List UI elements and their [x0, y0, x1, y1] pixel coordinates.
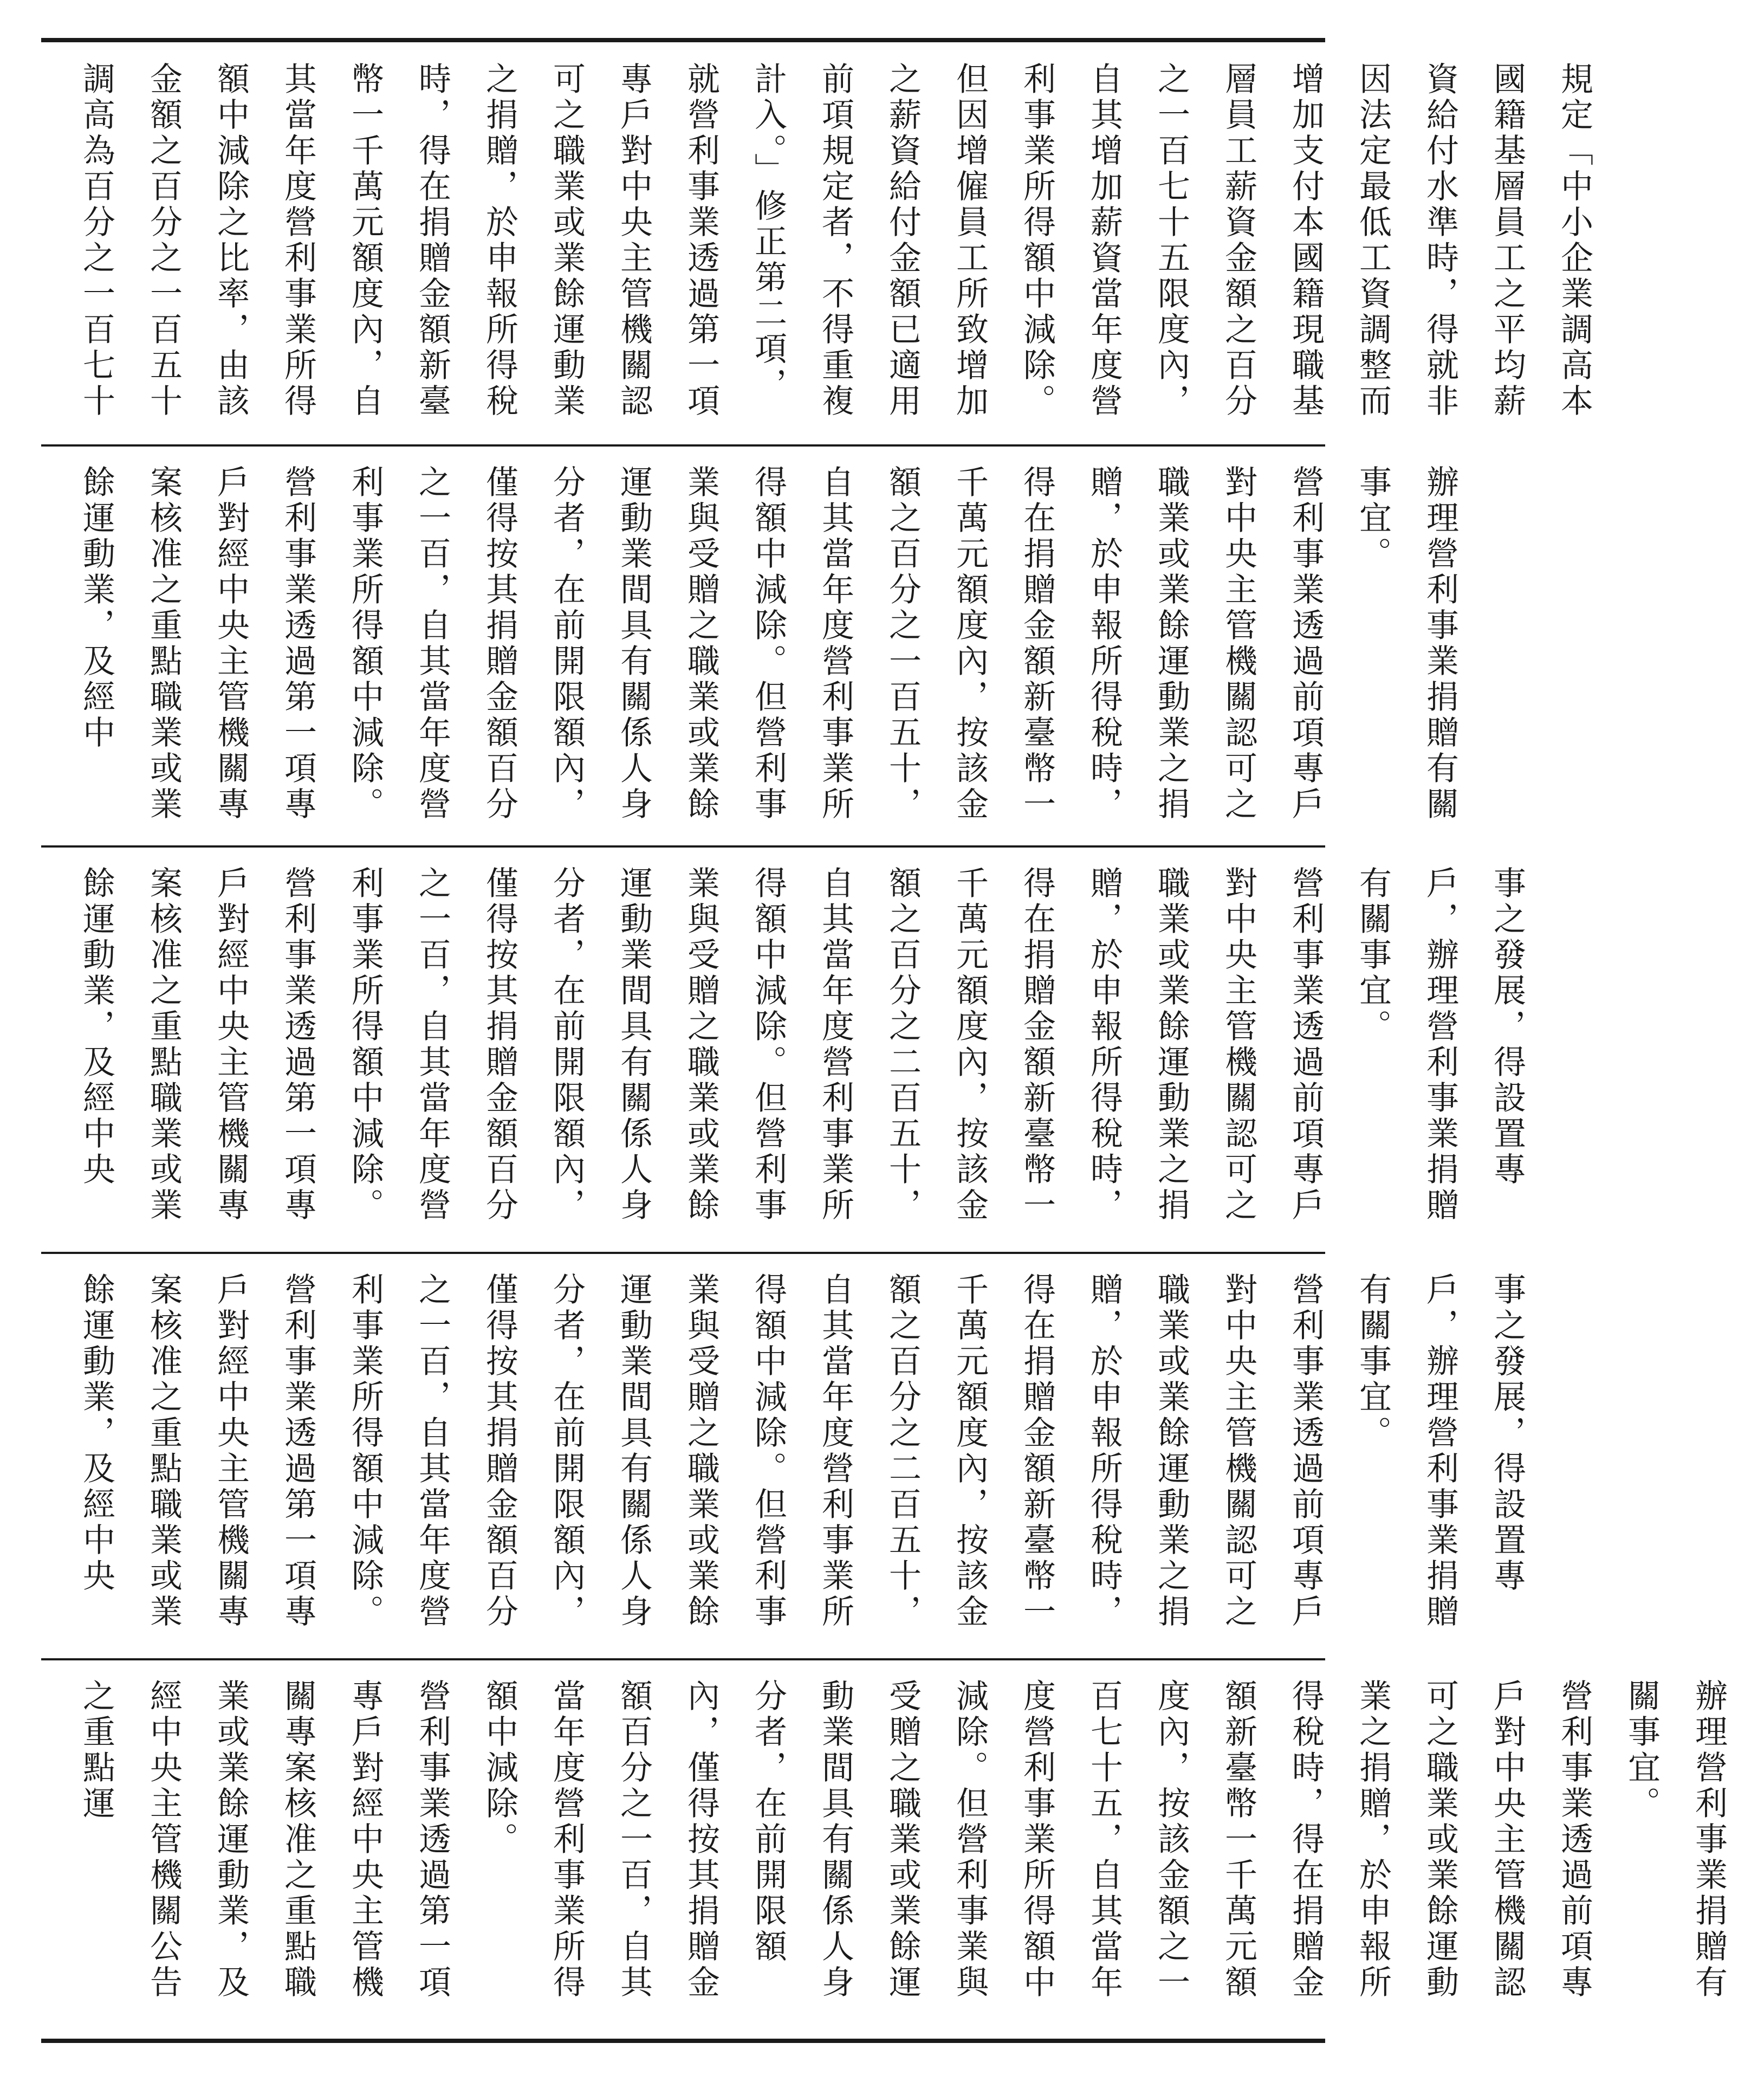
text-panel-1 [41, 43, 1593, 444]
text-panel-5 [41, 1660, 1728, 2039]
panel-3-paragraph-3: 營利事業透過第一項專戶對經中央主管機關專案核准之重點職業或業餘運動業，及經中央 [77, 866, 317, 1224]
panel-2-paragraph-2: 營利事業透過前項專戶對中央主管機關認可之職業或業餘運動業之捐贈，於申報所得稅時，得在捐贈金額新臺幣一千萬元額度內，按該金額之百分之一百五十，自其當年度營利事業所得額中減除。但營利事業與受贈之職業或業餘運動業間具有關係人身分者，在前開限額內，僅得按其捐贈金額百分之一百，自其當年度營利事業所得額中減除。 [346, 465, 1325, 823]
panel-4-text [41, 1254, 1562, 1658]
panel-3-text [41, 848, 1562, 1252]
panel-2-paragraph-1: 辦理營利事業捐贈有關事宜。 [1354, 465, 1459, 823]
panel-4-paragraph-3: 營利事業透過第一項專戶對經中央主管機關專案核准之重點職業或業餘運動業，及經中央 [77, 1272, 317, 1630]
panel-4-paragraph-1: 事之發展，得設置專戶，辦理營利事業捐贈有關事宜。 [1354, 1272, 1526, 1630]
panel-2-paragraph-3: 營利事業透過第一項專戶對經中央主管機關專案核准之重點職業或業餘運動業，及經中 [77, 465, 317, 823]
panel-3-paragraph-2: 營利事業透過前項專戶對中央主管機關認可之職業或業餘運動業之捐贈，於申報所得稅時，得在捐贈金額新臺幣一千萬元額度內，按該金額之百分之二百五十，自其當年度營利事業所得額中減除。但營利事業與受贈之職業或業餘運動業間具有關係人身分者，在前開限額內，僅得按其捐贈金額百分之一百，自其當年度營利事業所得額中減除。 [346, 866, 1325, 1224]
text-panel-2 [41, 447, 1459, 845]
panel-1-text [41, 43, 1630, 444]
text-panel-4 [41, 1254, 1526, 1658]
panel-3-paragraph-1: 事之發展，得設置專戶，辦理營利事業捐贈有關事宜。 [1354, 866, 1526, 1224]
bottom-rule [41, 2039, 1325, 2043]
text-panel-3 [41, 848, 1526, 1252]
panel-4-paragraph-2: 營利事業透過前項專戶對中央主管機關認可之職業或業餘運動業之捐贈，於申報所得稅時，得在捐贈金額新臺幣一千萬元額度內，按該金額之百分之二百五十，自其當年度營利事業所得額中減除。但營利事業與受贈之職業或業餘運動業間具有關係人身分者，在前開限額內，僅得按其捐贈金額百分之一百，自其當年度營利事業所得額中減除。 [346, 1272, 1325, 1630]
panel-5-paragraph-2: 營利事業透過前項專戶對中央主管機關認可之職業或業餘運動業之捐贈，於申報所得稅時，得在捐贈金額新臺幣一千萬元額度內，按該金額之一百七十五，自其當年度營利事業所得額中減除。但營利事業與受贈之職業或業餘運動業間具有關係人身分者，在前開限額內，僅得按其捐贈金額百分之一百，自其當年度營利事業所得額中減除。 [481, 1679, 1593, 2001]
panel-1-paragraph-1: 規定「中小企業調高本國籍基層員工之平均薪資給付水準時，得就非因法定最低工資調整而增加支付本國籍現職基層員工薪資金額之百分之一百七十五限度內，自其增加薪資當年度營利事業所得額中減除。但因增僱員工所致增加之薪資給付金額已適用前項規定者，不得重複計入。」修正第二項，就營利事業透過第一項專戶對中央主管機關認可之職業或業餘運動業之捐贈，於申報所得稅時，得在捐贈金額新臺幣一千萬元額度內，自其當年度營利事業所得額中減除之比率，由該金額之百分之一百五十調高為百分之一百七十 [77, 62, 1593, 419]
top-rule [41, 38, 1325, 42]
panel-5-paragraph-1: 辦理營利事業捐贈有關事宜。 [1623, 1679, 1728, 2001]
panel-5-text [41, 1660, 1764, 2039]
panel-5-paragraph-3: 營利事業透過第一項專戶對經中央主管機關專案核准之重點職業或業餘運動業，及經中央主管機關公告之重點運 [77, 1679, 451, 2001]
panel-2-text [41, 447, 1495, 845]
